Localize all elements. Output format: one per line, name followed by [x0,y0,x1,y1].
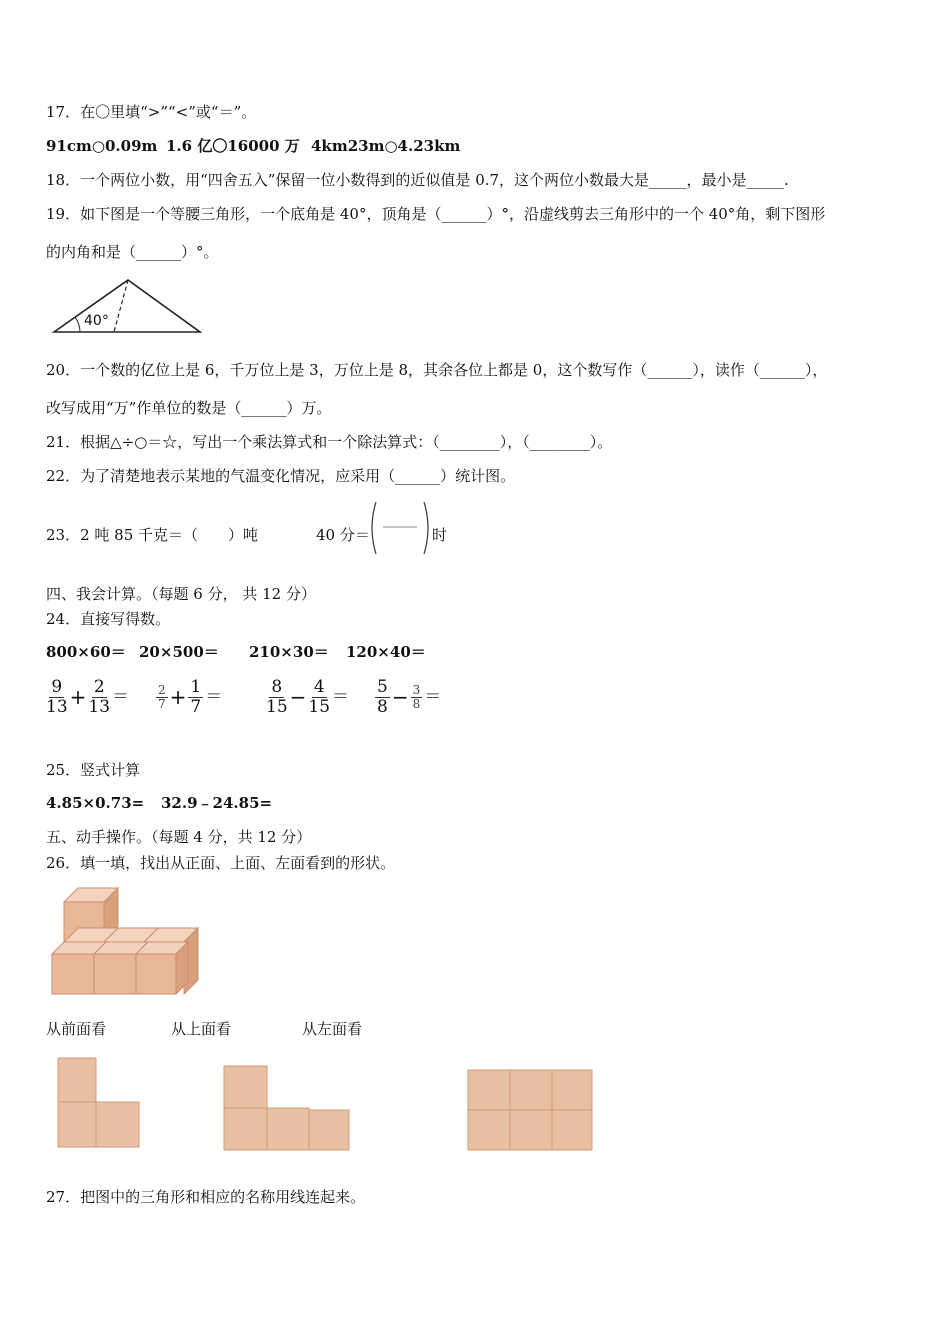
q17-item-2: 1.6 亿〇16000 万 [166,137,300,155]
view-shape-1 [56,1056,142,1150]
q24-calc-4: 120×40＝ [346,643,426,661]
q24-calc-3: 210×30＝ [249,643,329,661]
numerator: 4 [313,676,325,697]
operator: − [289,685,307,709]
fraction [308,678,330,717]
equals: ＝ [424,687,442,707]
denominator: 13 [88,696,111,717]
q17-title: 17．在〇里填“>”“<”或“＝”。 [46,103,257,121]
denominator: 13 [46,696,68,717]
operator: + [169,685,187,709]
fraction-expr-1 [46,676,129,717]
denominator: 7 [158,696,166,711]
denominator: 7 [190,696,202,717]
q22-text: 22．为了清楚地表示某地的气温变化情况，应采用（______）统计图。 [46,467,516,485]
denominator: 8 [412,696,421,711]
q27-text: 27．把图中的三角形和相应的名称用线连起来。 [46,1188,366,1206]
fraction [266,678,288,717]
numerator: 8 [271,676,283,697]
q18-text: 18．一个两位小数，用“四舍五入”保留一位小数得到的近似值是 0.7，这个两位小数最大是_____，最小是_____. [46,171,789,189]
denominator: 15 [266,696,288,717]
cube-stack-figure [48,884,208,1000]
q24-title: 24．直接写得数。 [46,610,171,628]
fraction [88,678,110,717]
denominator: 8 [377,696,388,717]
q23-left: 23．2 吨 85 千克＝（ ）吨 [46,526,259,544]
numerator: 2 [158,682,166,697]
view-label-top: 从上面看 [171,1020,232,1038]
view-shape-2 [222,1064,352,1152]
numerator: 1 [190,676,202,697]
q20-line2: 改写成用“万”作单位的数是（______）万。 [46,399,332,417]
numerator: 2 [93,676,105,697]
angle-label: 40° [84,313,109,329]
q19-line1: 19．如下图是一个等腰三角形，一个底角是 40°，顶角是（______）°，沿虚线剪去三角形中的一个 40°角，剩下图形 [46,205,826,223]
q23-right-prefix: 40 分＝ [316,526,370,544]
q25-item-1: 4.85×0.73= [46,794,145,812]
fraction [411,684,423,711]
fraction [156,684,168,711]
fraction-expr-2 [156,676,222,717]
q20-line1: 20．一个数的亿位上是 6，千万位上是 3，万位上是 8，其余各位上都是 0，这个数写作（______），读作（______）， [46,361,828,379]
view-label-left: 从左面看 [302,1020,363,1038]
fraction [46,678,68,717]
q19-line2: 的内角和是（______）°。 [46,243,219,261]
fraction-expr-4 [375,676,441,717]
section-5-heading: 五、动手操作。（每题 4 分，共 12 分） [46,828,312,846]
operator: + [69,685,87,709]
equals: ＝ [112,687,130,707]
fraction-blank-parens [370,500,430,556]
q17-item-1: 91cm○0.09m [46,137,158,155]
fraction-expr-3 [266,676,349,717]
equals: ＝ [332,687,350,707]
q26-title: 26．填一填，找出从正面、上面、左面看到的形状。 [46,854,396,872]
operator: − [391,685,409,709]
q25-item-2: 32.9﹣24.85= [161,794,273,812]
fraction [375,678,390,717]
q25-title: 25．竖式计算 [46,761,141,779]
q23-right-suffix: 时 [432,526,448,544]
section-4-heading: 四、我会计算。（每题 6 分， 共 12 分） [46,585,316,603]
view-shape-3 [466,1068,596,1152]
numerator: 9 [51,676,63,697]
numerator: 3 [412,682,421,697]
isosceles-triangle-figure [50,276,205,336]
q21-text: 21．根据△÷○＝☆，写出一个乘法算式和一个除法算式：（________），（________）。 [46,433,613,451]
q17-item-3: 4km23m○4.23km [311,137,461,155]
q24-calc-2: 20×500＝ [139,643,219,661]
q24-calc-1: 800×60＝ [46,643,126,661]
equals: ＝ [205,687,223,707]
view-label-front: 从前面看 [46,1020,107,1038]
fraction [188,678,203,717]
denominator: 15 [308,696,331,717]
numerator: 5 [377,676,388,697]
